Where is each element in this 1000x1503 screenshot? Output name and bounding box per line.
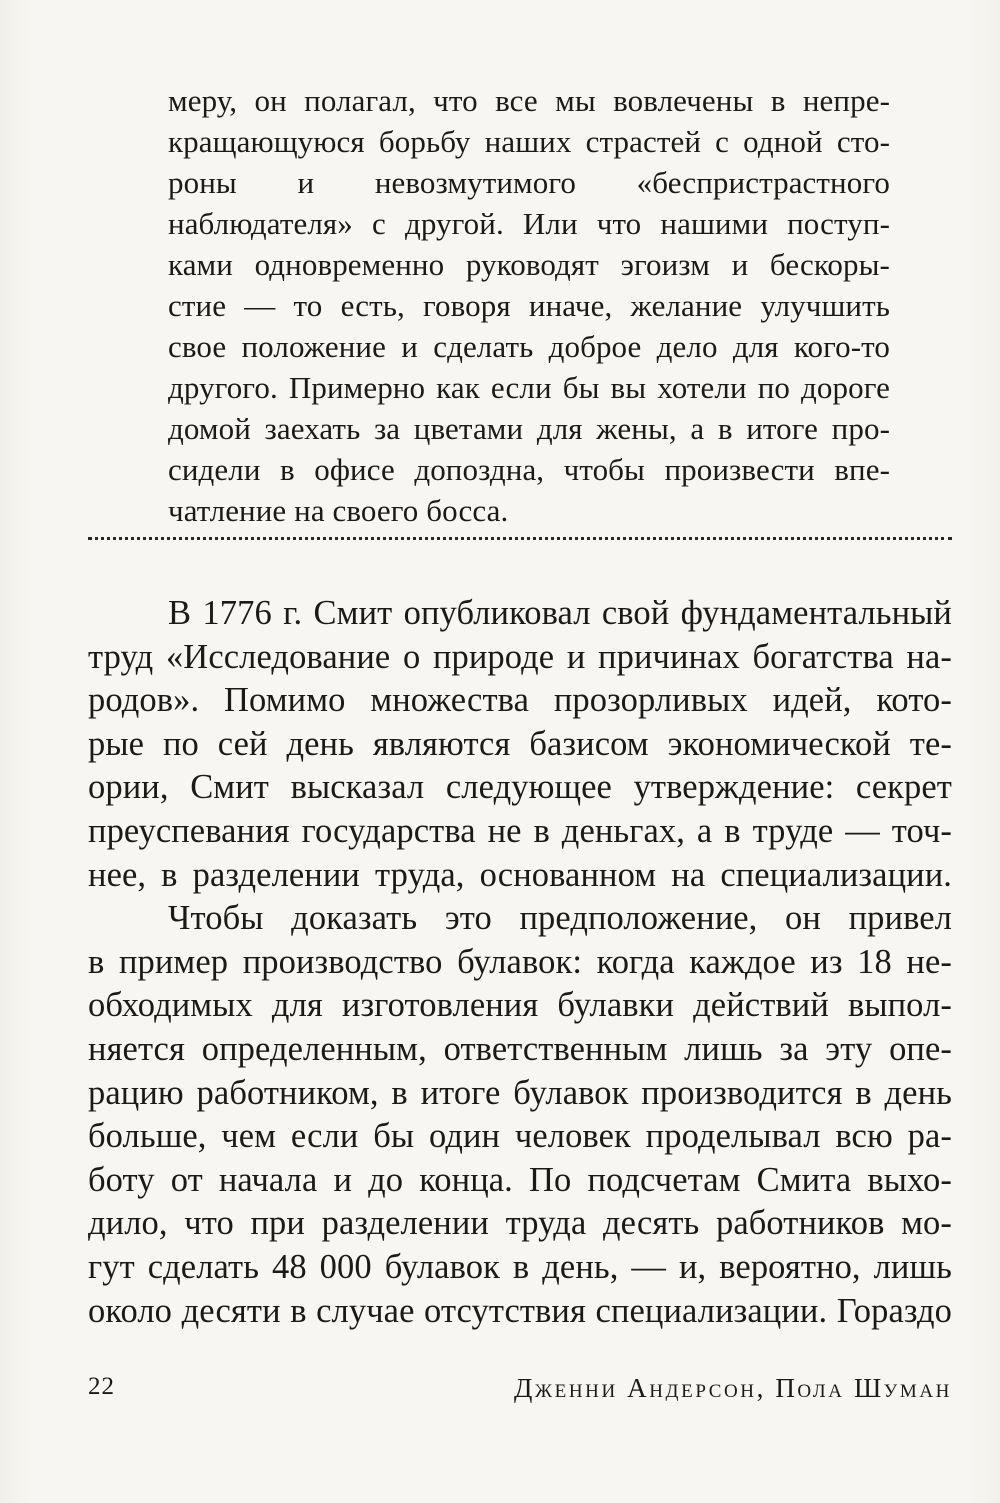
paragraph-2-line: больше, чем если бы один человек проделывал всю ра-: [88, 1117, 952, 1156]
paragraph-1-line: нее, в разделении труда, основанном на специализации.: [88, 855, 952, 894]
running-head-authors: Дженни Андерсон, Пола Шуман: [513, 1373, 952, 1403]
sidebar-line: роны и невозмутимого «беспристрастного: [168, 165, 890, 200]
sidebar-line: свое положение и сделать доброе дело для кого-то: [168, 329, 890, 364]
sidebar-line: чатление на своего босса.: [168, 493, 509, 528]
paragraph-2-line: Чтобы доказать это предположение, он привел: [168, 899, 952, 938]
paragraph-1-line: ории, Смит высказал следующее утверждение: секрет: [88, 768, 952, 807]
paragraph-1-line: родов». Помимо множества прозорливых идей, кото-: [88, 681, 952, 720]
sidebar-line: другого. Примерно как если бы вы хотели по дороге: [168, 370, 890, 405]
paragraph-2-line: обходимых для изготовления булавки действий выпол-: [88, 986, 952, 1025]
sidebar-quote: [168, 80, 890, 531]
paragraph-2-line: около десяти в случае отсутствия специализации. Гораздо: [88, 1291, 952, 1330]
paragraph-1-line: рые по сей день являются базисом экономической те-: [88, 724, 952, 763]
paragraph-1-line: В 1776 г. Смит опубликовал свой фундаментальный: [168, 594, 952, 632]
sidebar-line: ками одновременно руководят эгоизм и бескоры-: [168, 247, 890, 282]
body-text: [88, 592, 952, 1333]
paragraph-1-line: труд «Исследование о природе и причинах богатства на-: [88, 637, 952, 676]
paragraph-2-line: гут сделать 48 000 булавок в день, — и, вероятно, лишь: [88, 1247, 952, 1286]
paragraph-1-line: преуспевания государства не в деньгах, а в труде — точ-: [88, 811, 952, 850]
paragraph-2-line: рацию работником, в итоге булавок производится в день: [88, 1073, 952, 1112]
paragraph-2-line: в пример производство булавок: когда каждое из 18 не-: [88, 942, 952, 981]
page-number: 22: [88, 1373, 115, 1400]
paragraph-2-line: дило, что при разделении труда десять работников мо-: [88, 1204, 952, 1243]
sidebar-line: домой заехать за цветами для жены, а в итоге про-: [168, 411, 890, 446]
sidebar-line: меру, он полагал, что все мы вовлечены в непре-: [168, 83, 890, 118]
sidebar-line: кращающуюся борьбу наших страстей с одной сто-: [168, 124, 890, 159]
paragraph-2-line: боту от начала и до конца. По подсчетам Смита выхо-: [88, 1160, 952, 1199]
sidebar-line: стие — то есть, говоря иначе, желание улучшить: [168, 288, 890, 323]
sidebar-line: сидели в офисе допоздна, чтобы произвести впе-: [168, 452, 890, 487]
sidebar-line: наблюдателя» с другой. Или что нашими поступ-: [168, 206, 890, 241]
dotted-divider: [88, 537, 952, 540]
paragraph-2-line: няется определенным, ответственным лишь за эту опе-: [88, 1029, 952, 1068]
page-footer: [88, 1373, 952, 1413]
